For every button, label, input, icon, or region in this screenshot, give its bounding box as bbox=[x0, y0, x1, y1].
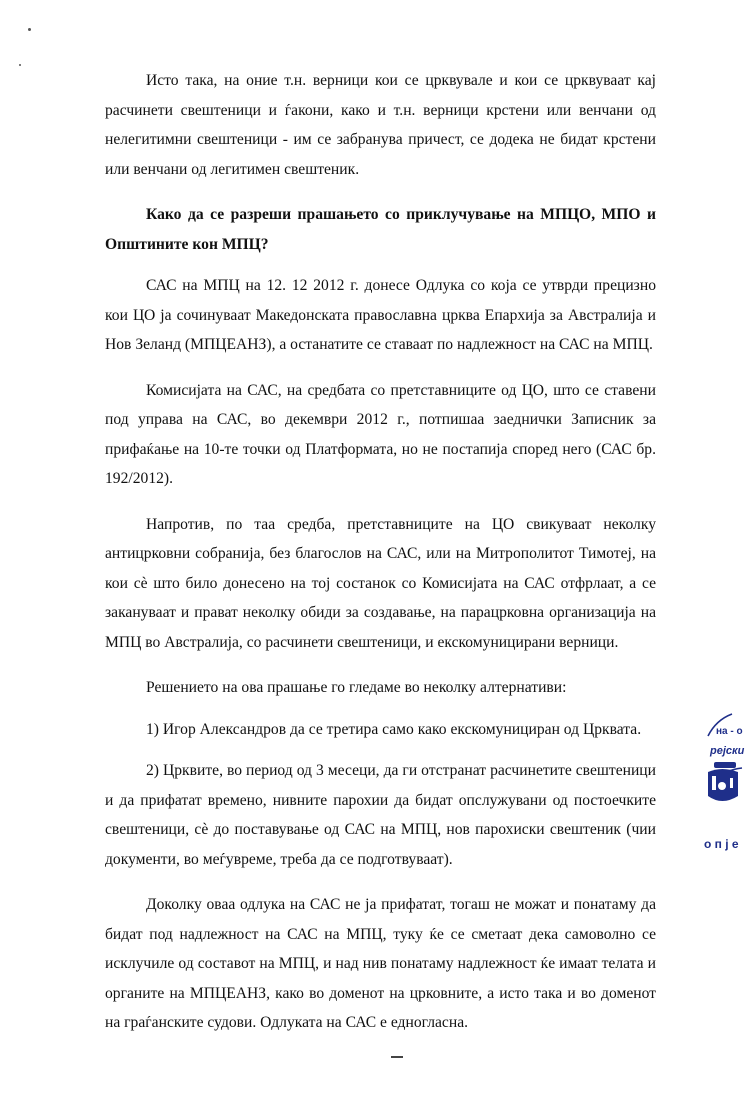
paragraph-alternatives-intro: Решението на ова прашање го гледаме во неколку алтернативи: bbox=[146, 679, 567, 696]
section-heading: Како да се разреши прашањето со приклучување на МПЦО, МПО и Општините кон МПЦ? bbox=[105, 206, 656, 253]
paragraph-decision: САС на МПЦ на 12. 12 2012 г. донесе Одлука со која се утврди прецизно кои ЦО ја сочинуваат Македонската православна црква Епархија за Австралија и Нов Зеланд (МПЦЕАНЗ), а останатите се ставаат по надлежност на САС на МПЦ. bbox=[105, 277, 656, 353]
stamp-seal-icon bbox=[702, 710, 748, 860]
alternative-2: 2) Црквите, во период од 3 месеци, да ги отстранат расчинетите свештеници и да прифатат времено, нивните парохии да бидат опслужувани од постоечките свештеници, сè до поставување од САС на МПЦ, нов парохиски свештеник (чии документи, во меѓувреме, треба да се подготвуваат). bbox=[105, 762, 656, 868]
svg-text:на - о: на - о bbox=[716, 726, 743, 737]
paragraph-conclusion: Доколку оваа одлука на САС не ја прифатат, тогаш не можат и понатаму да бидат под надлежност на САС на МПЦ, туку ќе се сметаат дека самоволно се исклучиле од составот на МПЦ, и над нив понатаму надлежност ќе имаат телата и органите на МПЦЕАНЗ, како во доменот на црковните, а исто така и во доменот на граѓанските судови. Одлуката на САС е едногласна. bbox=[105, 896, 656, 1031]
scan-speck bbox=[19, 64, 21, 66]
paragraph-commission: Комисијата на САС, на средбата со претставниците од ЦО, што се ставени под управа на САС, во декември 2012 г., потпишаа заеднички Записник за прифаќање на 10-те точки од Платформата, но не постапија според него (САС бр. 192/2012). bbox=[105, 381, 656, 487]
paragraph-priest-ban: Исто така, на оние т.н. верници кои се црквувале и кои се црквуваат кај расчинети свештеници и ѓакони, како и т.н. верници крстени или венчани од нелегитимни свештеници - им се забранува причест, се додека не бидат крстени или венчани од легитимен свештеник. bbox=[105, 72, 656, 178]
svg-text:о п ј е: о п ј е bbox=[704, 837, 739, 851]
document-body bbox=[105, 66, 656, 1054]
page-footer-mark bbox=[391, 1056, 403, 1058]
alternative-1: 1) Игор Александров да се третира само како екскомунициран од Црквата. bbox=[146, 720, 642, 738]
official-stamp bbox=[702, 710, 748, 860]
svg-text:рејски: рејски bbox=[710, 745, 745, 757]
scan-speck bbox=[28, 28, 31, 31]
paragraph-contrary: Напротив, по таа средба, претставниците на ЦО свикуваат неколку антицрковни собранија, без благослов на САС, или на Митрополитот Тимотеј, на кои сè што било донесено на тој состанок со Комисијата на САС отфрлаат, а се закануваат и прават неколку обиди за создавање, на парацрковна организација на МПЦ во Австралија, со расчинети свештеници, и екскомуницирани верници. bbox=[105, 515, 656, 651]
